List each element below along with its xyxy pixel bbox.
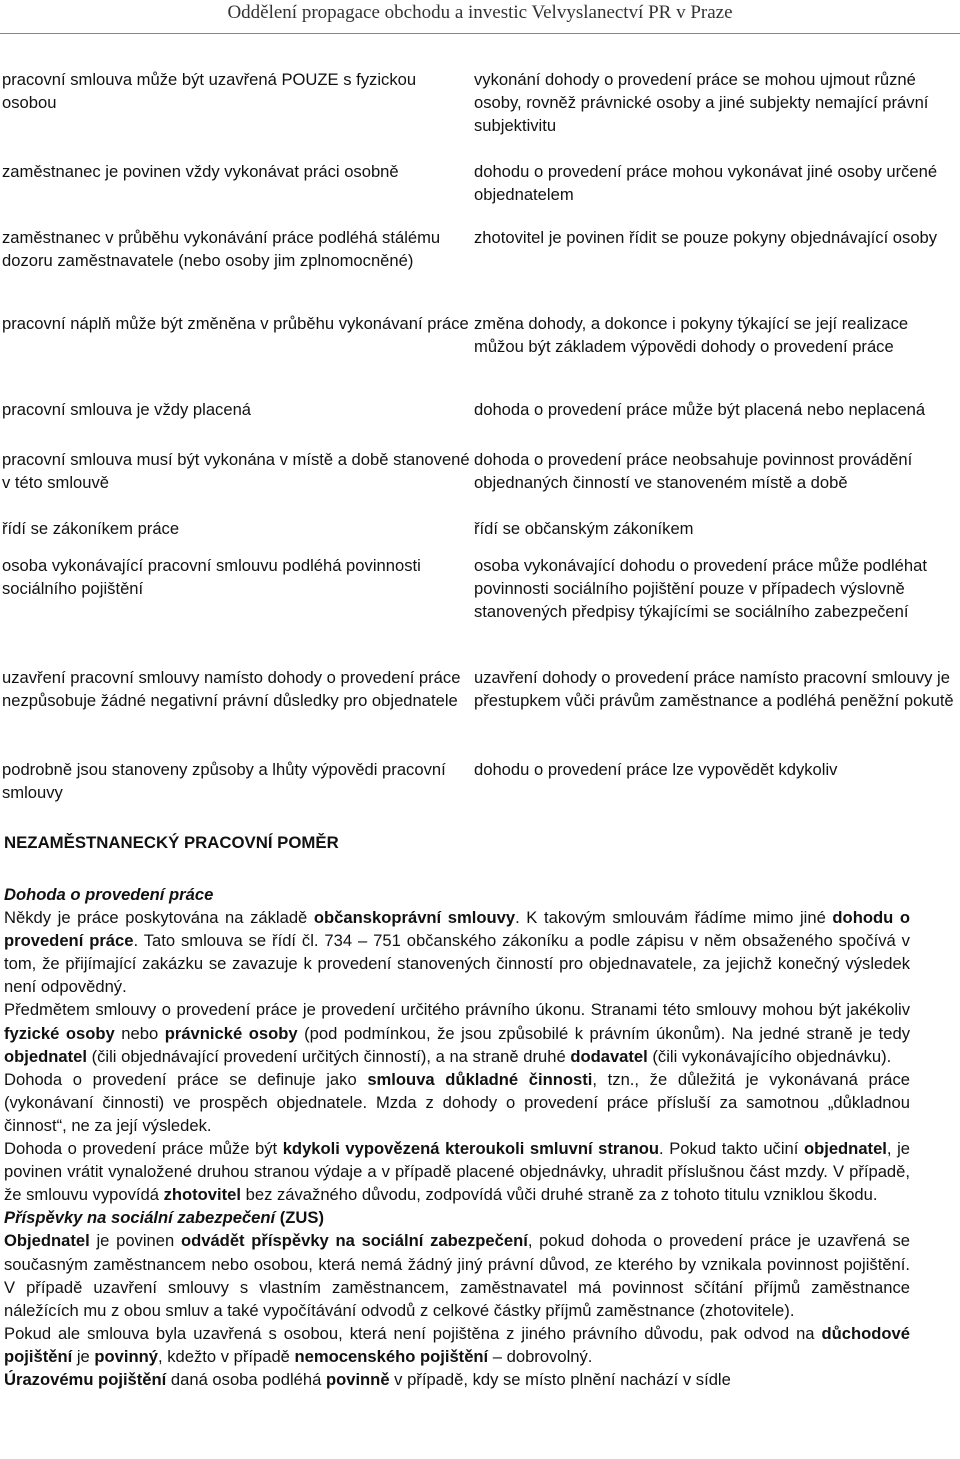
compare-right-3: zhotovitel je povinen řídit se pouze pokyny objednávající osoby bbox=[474, 228, 938, 247]
compare-right-2: dohodu o provedení práce mohou vykonávat jiné osoby určené objednatelem bbox=[474, 162, 938, 204]
subheading-dohoda: Dohoda o provedení práce bbox=[4, 885, 214, 904]
section-title: NEZAMĚSTNANECKÝ PRACOVNÍ POMĚR bbox=[4, 833, 339, 852]
paragraph-6: Pokud ale smlouva byla uzavřená s osobou, která není pojištěna z jiného právního důvodu, pak odvod na důchodové pojištění je povinný, kdežto v případě nemocenského pojištění – dobrovolný. bbox=[4, 1323, 910, 1366]
compare-left-8: osoba vykonávající pracovní smlouvu podléhá povinnosti sociálního pojištění bbox=[2, 556, 421, 598]
paragraph-2: Předmětem smlouvy o provedení práce je provedení určitého právního úkonu. Stranami této smlouvy mohou být jakékoliv fyzické osoby nebo právnické osoby (pod podmínkou, že jsou způsobilé k právním úkonům). Na jedné straně je tedy objednatel (čili objednávající provedení určitých činností), a na straně druhé dodavatel (čili vykonávajícího objednávku). bbox=[4, 1000, 911, 1066]
compare-right-5: dohoda o provedení práce může být placená nebo neplacená bbox=[474, 400, 926, 419]
compare-right-4: změna dohody, a dokonce i pokyny týkající se její realizace můžou být základem výpovědi dohody o provedení práce bbox=[474, 314, 909, 356]
compare-left-6: pracovní smlouva musí být vykonána v místě a době stanovené v této smlouvě bbox=[2, 450, 470, 492]
compare-right-8: osoba vykonávající dohodu o provedení práce může podléhat povinnosti sociálního pojištění pouze v případech výslovně stanovených předpisy týkajícími se sociálního zabezpečení bbox=[474, 556, 927, 621]
section-body bbox=[4, 883, 910, 1391]
subheading-zus: Příspěvky na sociální zabezpečení (ZUS) bbox=[4, 1208, 325, 1228]
compare-left-4: pracovní náplň může být změněna v průběhu vykonávaní práce bbox=[2, 314, 469, 333]
compare-right-10: dohodu o provedení práce lze vypovědět kdykoliv bbox=[474, 760, 838, 779]
compare-left-7: řídí se zákoníkem práce bbox=[2, 519, 180, 538]
paragraph-1: Někdy je práce poskytována na základě občanskoprávní smlouvy. K takovým smlouvám řádíme mimo jiné dohodu o provedení práce. Tato smlouva se řídí čl. 734 – 751 občanského zákoníku a podle zápisu v něm obsaženého spočívá v tom, že přijímající zakázku se zavazuje k provedení stanovených činností pro objednavatele, za jejichž konečný výsledek není odpovědný. bbox=[4, 908, 910, 997]
page-header bbox=[0, 0, 960, 41]
compare-right-7: řídí se občanským zákoníkem bbox=[474, 519, 694, 538]
compare-left-9: uzavření pracovní smlouvy namísto dohody o provedení práce nezpůsobuje žádné negativní právní důsledky pro objednatele bbox=[2, 668, 461, 710]
compare-right-1: vykonání dohody o provedení práce se mohou ujmout různé osoby, rovněž právnické osoby a jiné subjekty nemající právní subjektivitu bbox=[474, 70, 929, 135]
compare-left-5: pracovní smlouva je vždy placená bbox=[2, 400, 252, 419]
header-divider bbox=[0, 33, 960, 34]
compare-right-6: dohoda o provedení práce neobsahuje povinnost provádění objednaných činností ve stanoveném místě a době bbox=[474, 450, 913, 492]
compare-left-10: podrobně jsou stanoveny způsoby a lhůty výpovědi pracovní smlouvy bbox=[2, 760, 446, 802]
paragraph-4: Dohoda o provedení práce může být kdykoli vypovězená kteroukoli smluvní stranou. Pokud takto učiní objednatel, je povinen vrátit vynaložené druhou stranou výdaje a v případě placené objednávky, uhradit příslušnou část mzdy. V případě, že smlouvu vypovídá zhotovitel bez závažného důvodu, zodpovídá vůči druhé straně za z tohoto titulu vzniklou škodu. bbox=[4, 1139, 910, 1205]
compare-left-3: zaměstnanec v průběhu vykonávání práce podléhá stálému dozoru zaměstnavatele (nebo osoby jim zplnomocněné) bbox=[2, 228, 441, 270]
paragraph-3: Dohoda o provedení práce se definuje jako smlouva důkladné činnosti, tzn., že důležitá je vykonávaná práce (vykonávaní činnosti) ve prospěch objednatele. Mzda z dohody o provedení práce přísluší za samotnou „důkladnou činnost“, ne za její výsledek. bbox=[4, 1069, 910, 1135]
compare-left-1: pracovní smlouva může být uzavřená POUZE s fyzickou osobou bbox=[2, 70, 417, 112]
compare-right-9: uzavření dohody o provedení práce namísto pracovní smlouvy je přestupkem vůči právům zaměstnance a podléhá peněžní pokutě bbox=[474, 668, 954, 710]
paragraph-7: Úrazovému pojištění daná osoba podléhá povinně v případě, kdy se místo plnění nachází v sídle bbox=[4, 1369, 731, 1389]
paragraph-5: Objednatel je povinen odvádět příspěvky na sociální zabezpečení, pokud dohoda o provedení práce je uzavřená se současným zaměstnancem nebo osobou, která nemá žádný jiný právní důvod, ze kterého by vznikala povinnost pojištění. V případě uzavření smlouvy s vlastním zaměstnancem, zaměstnavatel má povinnost sčítání příjmů zaměstnance náležících mu z obou smluv a také vypočítávání odvodů z celkové částky příjmů zaměstnance (zhotovitele). bbox=[4, 1231, 910, 1320]
compare-left-2: zaměstnanec je povinen vždy vykonávat práci osobně bbox=[2, 162, 399, 181]
header-title: Oddělení propagace obchodu a investic Velvyslanectví PR v Praze bbox=[227, 2, 733, 23]
